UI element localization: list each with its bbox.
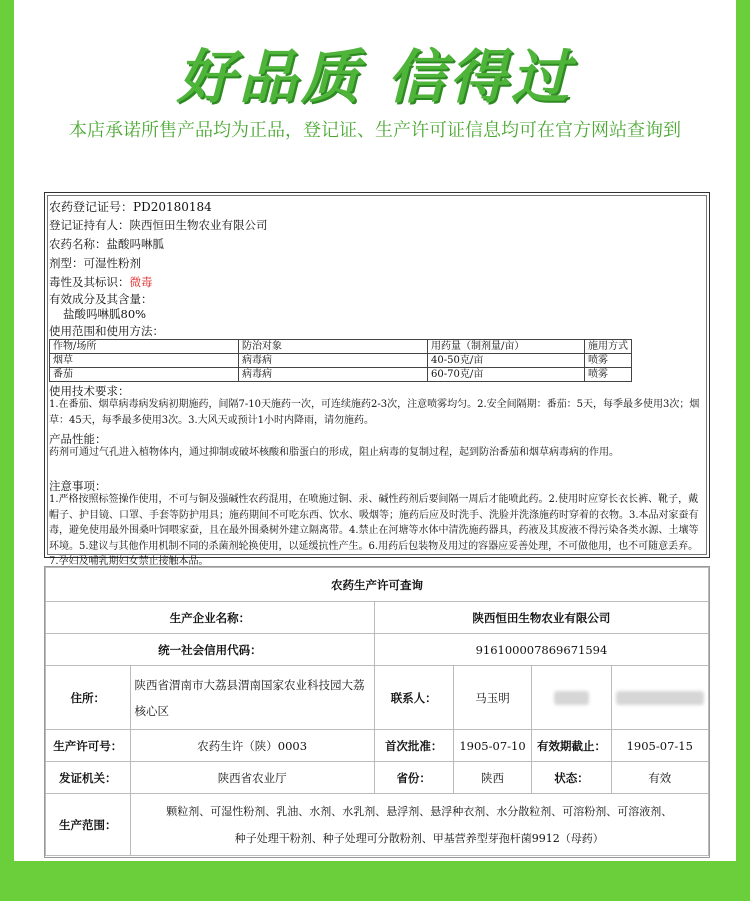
usage-cell: 40-50克/亩 (428, 354, 585, 368)
usage-header-cell: 用药量（制剂量/亩） (428, 340, 585, 354)
cert-line (49, 198, 212, 215)
usage-cell: 番茄 (50, 368, 239, 382)
subheadline: 本店承诺所售产品均为正品，登记证、生产许可证信息均可在官方网站查询到 (69, 120, 681, 141)
issuer-value: 陕西省农业厅 (130, 762, 374, 794)
scope-line-1: 颗粒剂、可湿性粉剂、乳油、水剂、水乳剂、悬浮剂、悬浮种衣剂、水分散粒剂、可溶粉剂、可溶液剂、 (166, 804, 673, 818)
form-label: 剂型： (49, 256, 84, 270)
form-value: 可湿性粉剂 (83, 256, 141, 270)
name-value: 盐酸吗啉胍 (106, 237, 164, 251)
notes-title: 注意事项： (49, 479, 107, 493)
usage-title: 使用范围和使用方法： (49, 324, 164, 338)
usage-header-cell: 施用方式 (585, 340, 632, 354)
usage-cell: 烟草 (50, 354, 239, 368)
holder-label: 登记证持有人： (49, 218, 130, 232)
cert-value: PD20180184 (133, 200, 212, 214)
holder-value: 陕西恒田生物农业有限公司 (129, 218, 268, 232)
tech-text: 1.在番茄、烟草病毒病发病初期施药，间隔7-10天施药一次，可连续施药2-3次，注意喷雾均匀。2.安全间隔期：番茄：5天，每季最多使用3次；烟草：45天，每季最多使用3次。3.大风天或预计1小时内降雨，请勿施药。 (49, 399, 700, 426)
toxicity-label: 毒性及其标识： (49, 275, 130, 289)
expiry-value: 1905-07-15 (611, 730, 708, 762)
contact-value: 马玉明 (453, 666, 532, 730)
contact-phone-blurred (532, 666, 611, 730)
name-line (49, 236, 164, 252)
table-row (50, 354, 632, 368)
bottom-bar (0, 861, 750, 901)
license-no-label: 生产许可号： (46, 730, 131, 762)
ingredient-label: 有效成分及其含量： (49, 292, 153, 306)
license-no-value: 农药生许（陕）0003 (130, 730, 374, 762)
expiry-label: 有效期截止： (532, 730, 611, 762)
first-date-value: 1905-07-10 (453, 730, 532, 762)
usage-table (49, 339, 632, 382)
toxicity-line (49, 274, 153, 290)
contact-label: 联系人： (374, 666, 453, 730)
status-value: 有效 (611, 762, 708, 794)
usage-cell: 病毒病 (239, 368, 428, 382)
usage-header-row (50, 340, 632, 354)
name-label: 农药名称： (49, 237, 107, 251)
perf-text: 药剂可通过气孔进入植物体内，通过抑制或破坏核酸和脂蛋白的形成，阻止病毒的复制过程，起到防治番茄和烟草病毒病的作用。 (49, 447, 619, 458)
usage-cell: 病毒病 (239, 354, 428, 368)
license-table (45, 567, 709, 856)
address-value: 陕西省渭南市大荔县渭南国家农业科技园大荔核心区 (130, 666, 374, 730)
usage-cell: 喷雾 (585, 354, 632, 368)
status-label: 状态： (532, 762, 611, 794)
license-title: 农药生产许可查询 (46, 568, 709, 602)
scope-label: 生产范围： (46, 794, 131, 856)
scope-line-2: 种子处理干粉剂、种子处理可分散粉剂、甲基营养型芽孢杆菌9912（母药） (234, 831, 604, 845)
ingredient-value: 盐酸吗啉胍80% (63, 307, 147, 321)
credit-label: 统一社会信用代码： (46, 634, 375, 666)
province-label: 省份： (374, 762, 453, 794)
province-value: 陕西 (453, 762, 532, 794)
license-panel (44, 566, 710, 858)
holder-line (49, 217, 268, 233)
headline: 好品质 信得过 (176, 43, 574, 111)
scope-value (130, 794, 708, 856)
perf-title: 产品性能： (49, 432, 107, 446)
tech-title: 使用技术要求： (49, 384, 130, 398)
issuer-label: 发证机关： (46, 762, 131, 794)
form-line (49, 255, 141, 271)
usage-header-cell: 防治对象 (239, 340, 428, 354)
contact-mobile-blurred (611, 666, 708, 730)
toxicity-value: 微毒 (129, 275, 153, 289)
registration-panel (44, 192, 710, 567)
first-date-label: 首次批准： (374, 730, 453, 762)
cert-label: 农药登记证号： (49, 200, 134, 214)
table-row (50, 368, 632, 382)
company-value: 陕西恒田生物农业有限公司 (374, 602, 708, 634)
address-label: 住所： (46, 666, 131, 730)
usage-header-cell: 作物/场所 (50, 340, 239, 354)
notes-text: 1.严格按照标签操作使用，不可与铜及强碱性农药混用，在喷施过铜、汞、碱性药剂后要间隔一周后才能喷此药。2.使用时应穿长衣长裤、靴子，戴帽子、护目镜、口罩、手套等防护用具；施药期间不可吃东西、饮水、吸烟等；施药后应及时洗手、洗脸并洗涤施药时穿着的衣物。3.本品对家蚕有毒，避免使用最外围桑叶饲喂家蚕，且在最外围桑树外建立隔离带。4.禁止在河塘等水体中清洗施药器具，药液及其废液不得污染各类水源、土壤等环境。5.建议与其他作用机制不同的杀菌剂轮换使用，以延缓抗性产生。6.用药后包装物及用过的容器应妥善处理，不可做他用，也不可随意丢弃。7.孕妇及哺乳期妇女禁止接触本品。 (49, 494, 699, 567)
credit-value: 916100007869671594 (374, 634, 708, 666)
usage-cell: 喷雾 (585, 368, 632, 382)
company-label: 生产企业名称： (46, 602, 375, 634)
usage-cell: 60-70克/亩 (428, 368, 585, 382)
